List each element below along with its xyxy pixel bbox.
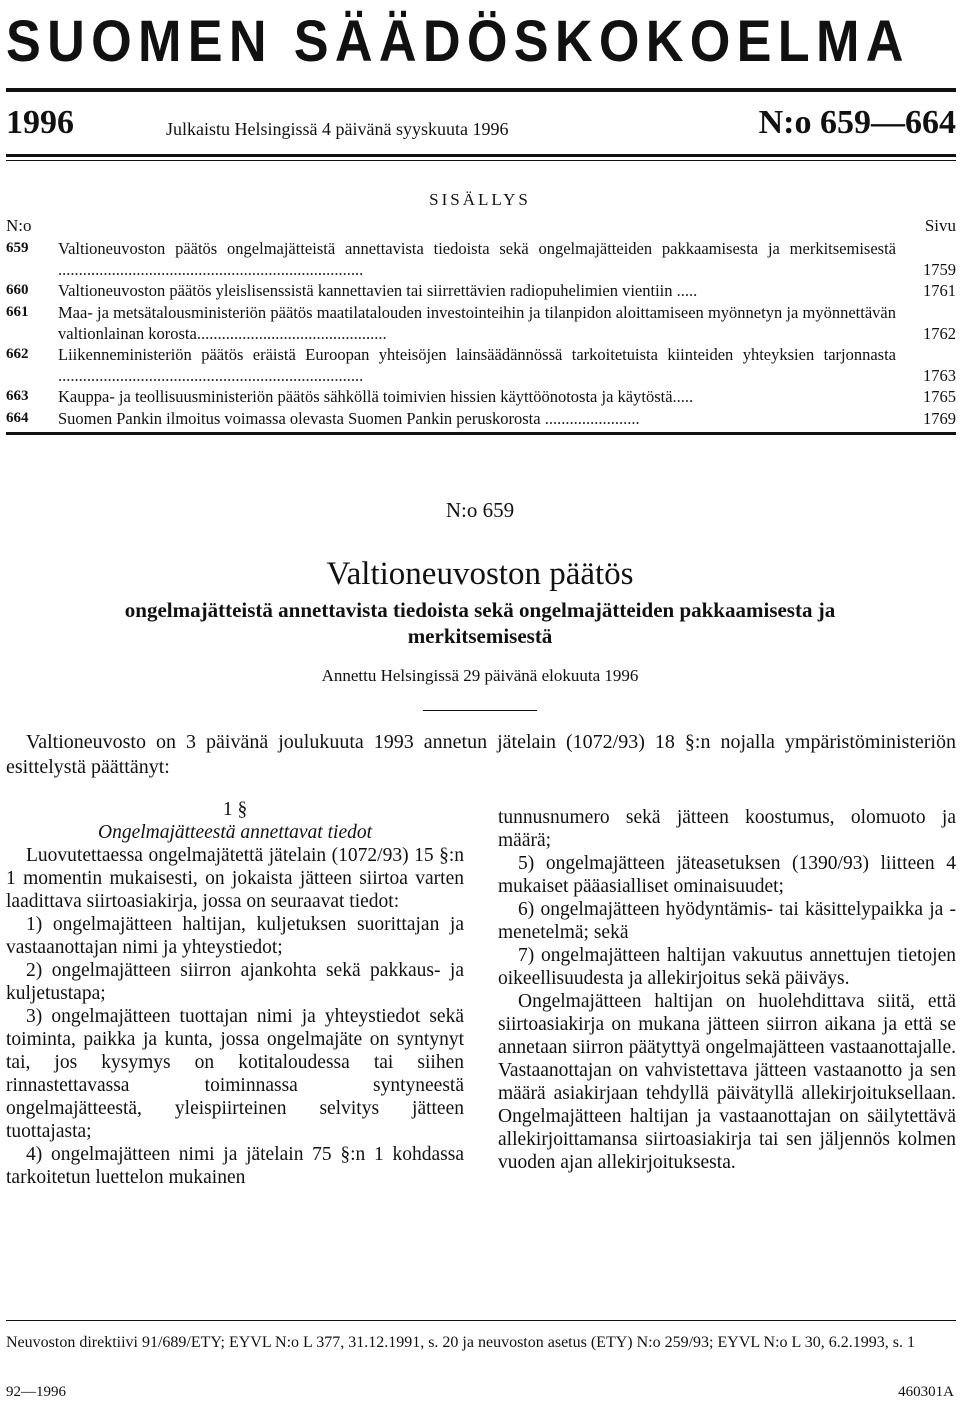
preamble-text: Valtioneuvosto on 3 päivänä joulukuuta 1993 annetun jätelain (1072/93) 18 §:n nojalla ympäristöministeriön esittelystä päättänyt:	[6, 731, 956, 778]
list-item: 5) ongelmajätteen jäteasetuksen (1390/93) liitteen 4 mukaiset pääasialliset ominaisuudet;	[498, 853, 956, 897]
toc-entry-number: 662	[6, 346, 29, 363]
toc-entry-number: 660	[6, 282, 29, 299]
toc-entry[interactable]	[6, 280, 956, 301]
decision-title: Valtioneuvoston päätös	[326, 556, 634, 592]
header-rule	[6, 154, 956, 157]
toc-entry[interactable]	[6, 238, 956, 280]
toc-column-headers	[6, 216, 956, 236]
section-number: 1 §	[222, 799, 248, 820]
decision-subtitle: ongelmajätteistä annettavista tiedoista sekä ongelmajätteiden pakkaamisesta ja merkitsemisestä	[124, 598, 836, 648]
issued-date: Annettu Helsingissä 29 päivänä elokuuta 1996	[321, 666, 639, 685]
paragraph-continuation: tunnusnumero sekä jätteen koostumus, olomuoto ja määrä;	[498, 807, 956, 851]
toc-entry-page: 1765	[923, 387, 956, 407]
footnote-rule	[6, 1320, 956, 1321]
toc-entry-page: 1769	[923, 408, 956, 428]
list-item: 2) ongelmajätteen siirron ajankohta sekä pakkaus- ja kuljetustapa;	[6, 960, 464, 1004]
toc-entry-number: 661	[6, 303, 29, 320]
toc-entry-text: Liikenneministeriön päätös eräistä Euroopan yhteisöjen lainsäädännössä tarkoitetuista kiinteiden yhteyksien tarjonnasta	[58, 345, 896, 365]
footnote: Neuvoston direktiivi 91/689/ETY; EYVL N:o L 377, 31.12.1991, s. 20 ja neuvoston asetus (ETY) N:o 259/93; EYVL N:o L 30, 6.2.1993, s. 1	[6, 1334, 915, 1351]
paragraph: Luovutettaessa ongelmajätettä jätelain (1072/93) 15 §:n 1 momentin mukaisesti, on jokaista jätteen siirtoa varten laadittava siirtoasiakirja, jossa on seuraavat tiedot:	[6, 845, 464, 912]
toc-entry[interactable]	[6, 302, 956, 344]
list-item: 7) ongelmajätteen haltijan vakuutus annettujen tietojen oikeellisuudesta ja allekirjoitus sekä päiväys.	[498, 945, 956, 989]
toc-entry[interactable]	[6, 344, 956, 386]
toc-leader-dots: ..............................................	[196, 323, 387, 343]
publication-date: Julkaistu Helsingissä 4 päivänä syyskuuta 1996	[166, 119, 509, 139]
title-rule	[423, 710, 537, 711]
toc-entry[interactable]	[6, 386, 956, 407]
toc-leader-dots: .......................	[540, 408, 640, 428]
toc-entry-page: 1762	[923, 323, 956, 343]
list-item: 3) ongelmajätteen tuottajan nimi ja yhteystiedot sekä toiminta, paikka ja kunta, jossa ongelmajäte on syntynyt tai, jos kysymys on kotitaloudessa tai siihen rinnastettavassa toiminnassa syntyneestä ongelmajätteestä, yleispiirteinen selvitys jätteen tuottajasta;	[6, 1006, 464, 1142]
toc-entry[interactable]	[6, 408, 956, 429]
toc-leader-dots: ..........................................................................	[58, 366, 364, 386]
issue-header	[6, 104, 956, 148]
table-of-contents	[6, 238, 956, 429]
right-column	[498, 806, 956, 1174]
decision-number: N:o 659	[445, 498, 515, 522]
list-item: 4) ongelmajätteen nimi ja jätelain 75 §:n 1 kohdassa tarkoitetun luettelon mukainen	[6, 1144, 464, 1188]
toc-entry-number: 663	[6, 388, 29, 405]
toc-page-header: Sivu	[924, 216, 956, 235]
toc-entry-text: Suomen Pankin ilmoitus voimassa olevasta Suomen Pankin peruskorosta	[58, 408, 541, 428]
preamble	[6, 730, 956, 780]
toc-leader-dots: .....	[672, 281, 698, 301]
toc-entry-number: 659	[6, 240, 29, 256]
toc-leader-dots: ..........................................................................	[58, 260, 364, 280]
toc-leader-dots: .....	[672, 387, 694, 407]
list-item: 6) ongelmajätteen hyödyntämis- tai käsittelypaikka ja -menetelmä; sekä	[498, 899, 956, 943]
toc-entry-page: 1763	[923, 366, 956, 386]
header-rule-thin	[6, 160, 956, 161]
footer-right-code: 460301A	[898, 1384, 954, 1400]
toc-entry-page: 1759	[923, 260, 956, 280]
toc-entry-text: Valtioneuvoston päätös yleislisenssistä kannettavien tai siirrettävien radiopuhelimien vientiin	[58, 281, 673, 301]
toc-entry-text: Maa- ja metsätalousministeriön päätös maatilatalouden investointeihin ja tilanpidon aloittamiseen myönnetyn ja myönnettävän valtionlainan korosta	[58, 302, 896, 343]
issue-year: 1996	[6, 104, 74, 141]
toc-entry-page: 1761	[923, 281, 956, 301]
toc-entry-text: Kauppa- ja teollisuusministeriön päätös sähköllä toimivien hissien käyttöönotosta ja käytöstä	[58, 387, 673, 407]
section-divider	[6, 432, 956, 435]
list-item: 1) ongelmajätteen haltijan, kuljetuksen suorittajan ja vastaanottajan nimi ja yhteystiedot;	[6, 914, 464, 958]
footer-left-code: 92—1996	[6, 1384, 66, 1400]
toc-entry-number: 664	[6, 409, 29, 426]
toc-number-header: N:o	[6, 216, 32, 235]
left-column	[6, 798, 464, 1189]
issue-number-range: N:o 659—664	[758, 104, 956, 141]
paragraph: Ongelmajätteen haltijan on huolehdittava siitä, että siirtoasiakirja on mukana jätteen siirron aikana ja että se annetaan siirron päätyttyä ongelmajätteen vastaanottajalle. Vastaanottajan on vahvistettava jätteen vastaanotto ja sen määrä asiakirjaan tehdyllä päivätyllä allekirjoituksellaan. Ongelmajätteen haltijan ja vastaanottajan on säilytettävä allekirjoittamansa siirtoasiakirja tai sen jäljennös kolmen vuoden ajan allekirjoituksesta.	[498, 991, 956, 1173]
toc-entry-text: Valtioneuvoston päätös ongelmajätteistä annettavista tiedoista sekä ongelmajätteiden pakkaamisesta ja merkitsemisestä	[58, 239, 896, 258]
section-heading: Ongelmajätteestä annettavat tiedot	[97, 822, 373, 843]
masthead-rule	[6, 88, 956, 92]
toc-title: SISÄLLYS	[429, 190, 531, 209]
masthead: SUOMEN SÄÄDÖSKOKOELMA	[6, 9, 910, 74]
